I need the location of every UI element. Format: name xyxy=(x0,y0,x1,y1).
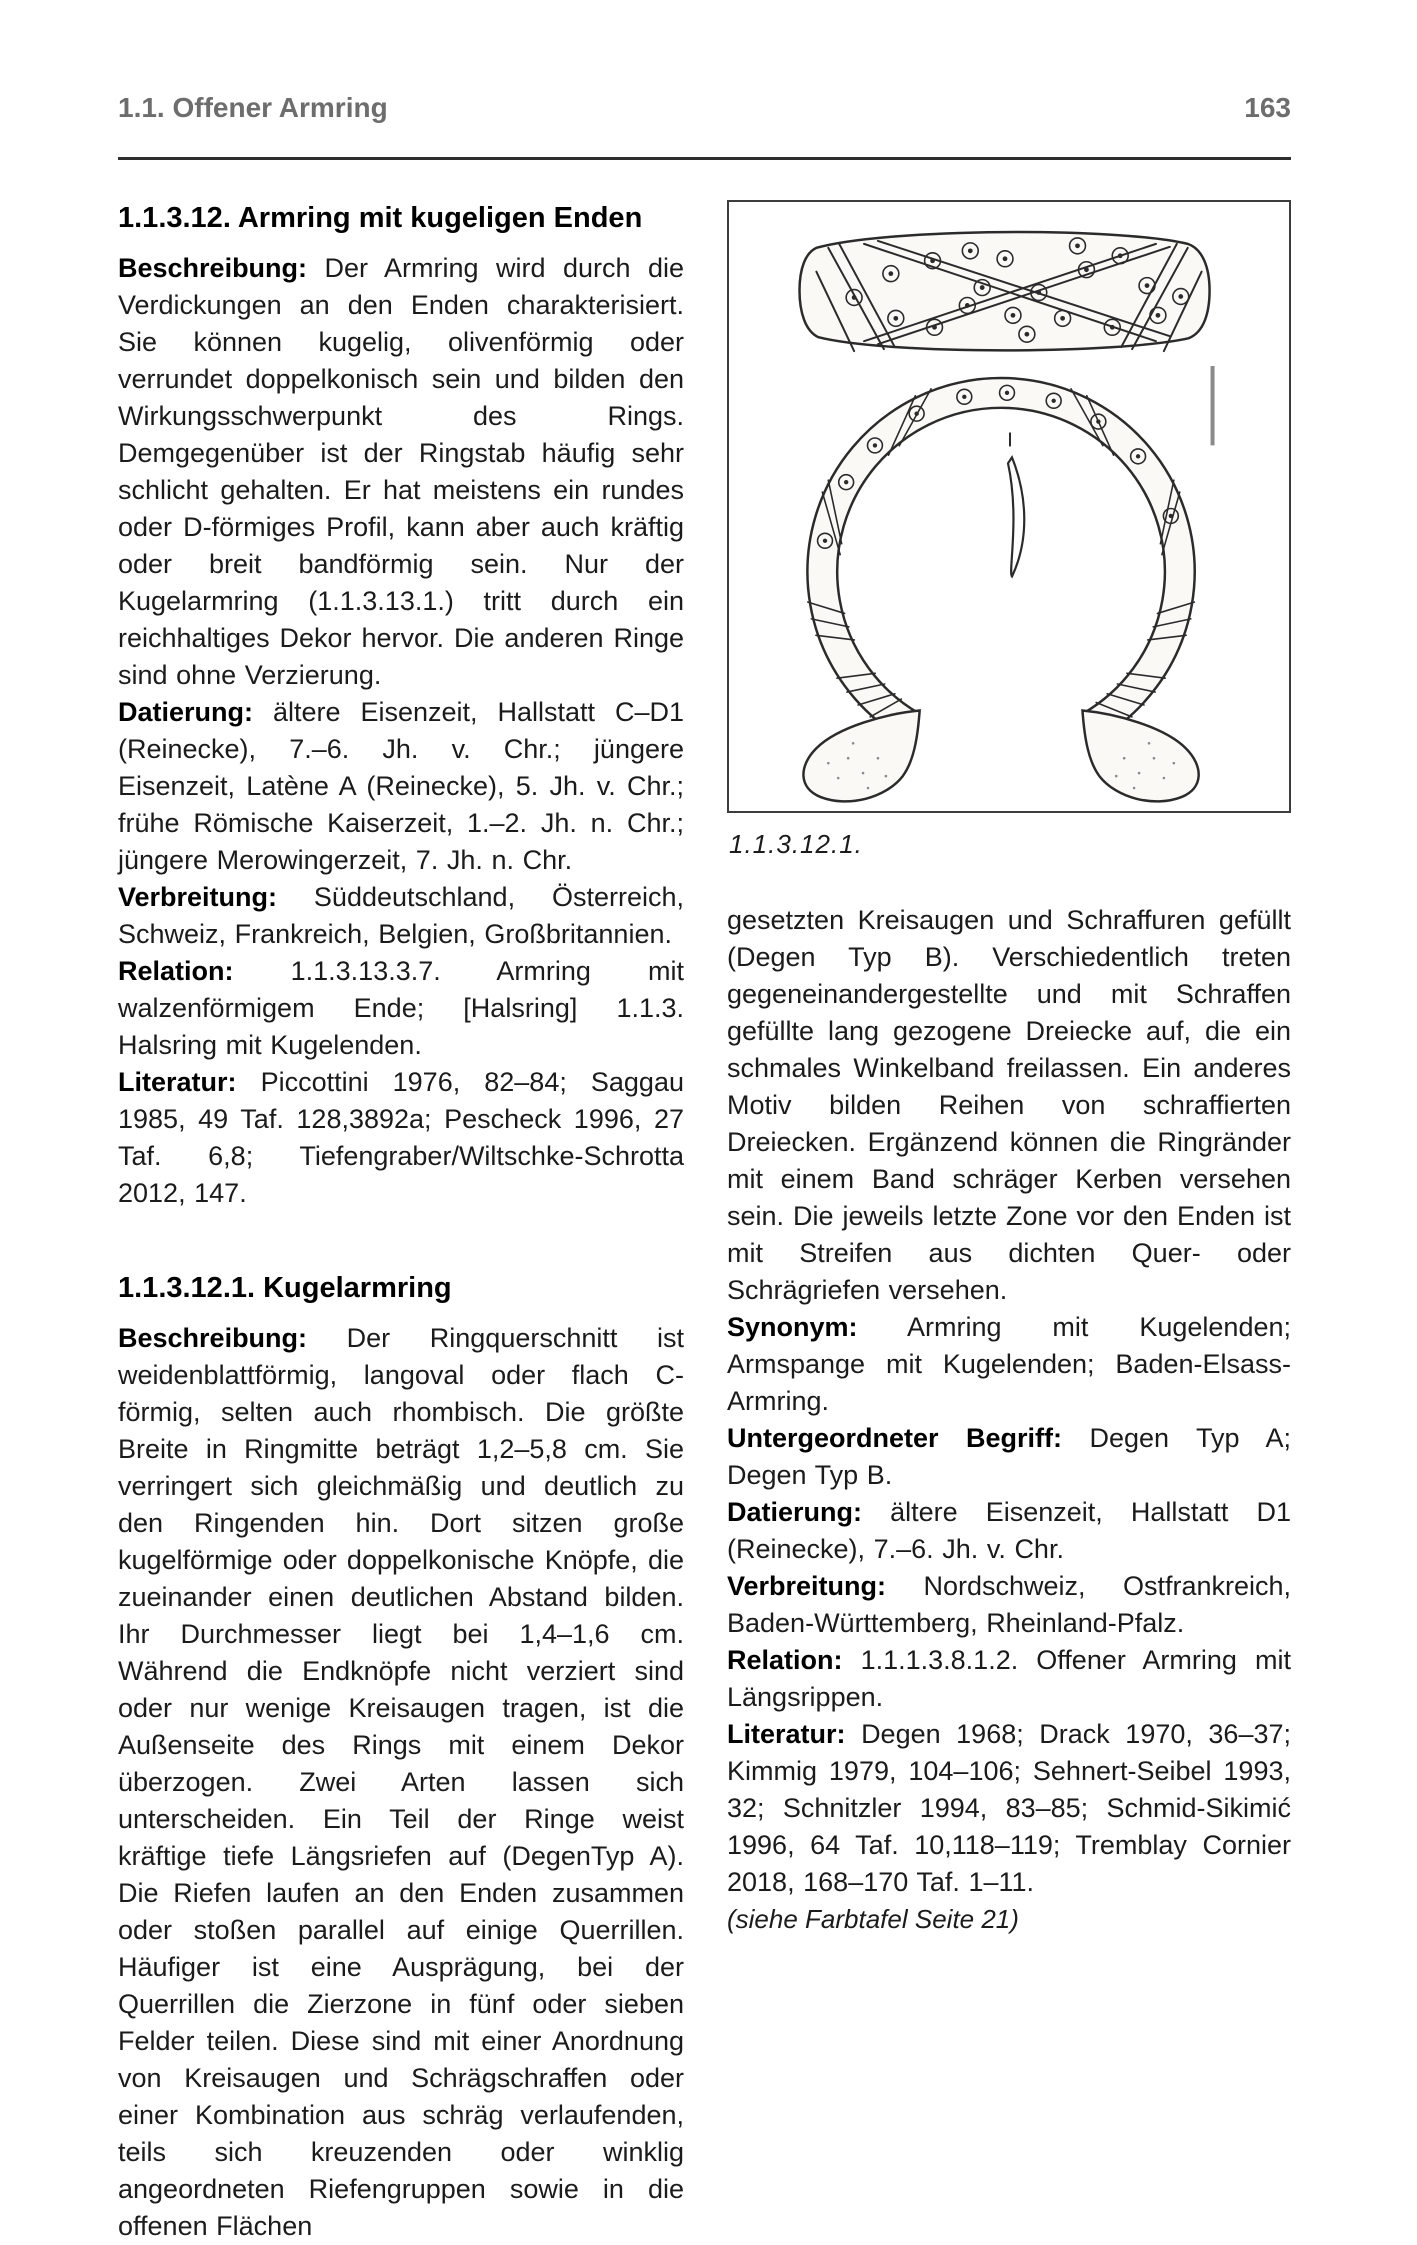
entry-untergeordneter-begriff xyxy=(727,1420,1291,1494)
entry-text: 1.1.1.3.8.1.2. Offener Armring mit Längsrippen. xyxy=(727,1645,1291,1712)
entry-text: Nordschweiz, Ostfrankreich, Baden-Württemberg, Rheinland-Pfalz. xyxy=(727,1571,1291,1638)
entry-label: Literatur: xyxy=(118,1067,237,1097)
entry-text: Der Armring wird durch die Verdickungen an den Enden charakterisiert. Sie können kugelig, olivenförmig oder verrundet doppelkonisch sein und bilden den Wirkungsschwerpunkt des Rings. Demgegenüber ist der Ringstab häufig sehr schlicht gehalten. Er hat meistens ein rundes oder D-förmiges Profil, kann aber auch kräftig oder breit bandförmig sein. Nur der Kugelarmring (1.1.3.13.1.) tritt durch ein reichhaltiges Dekor hervor. Die anderen Ringe sind ohne Verzierung. xyxy=(118,253,684,690)
entry-verbreitung-1 xyxy=(118,879,684,953)
section-heading-2: 1.1.3.12.1. Kugelarmring xyxy=(118,1272,452,1304)
entry-label: Beschreibung: xyxy=(118,1323,308,1353)
figure-frame xyxy=(727,200,1291,813)
entry-label: Beschreibung: xyxy=(118,253,308,283)
entry-text: Der Ringquerschnitt ist weidenblattförmig, langoval oder flach C-förmig, selten auch rhombisch. Die größte Breite in Ringmitte beträgt 1,2–5,8 cm. Sie verringert sich gleichmäßig und deutlich zu den Ringenden hin. Dort sitzen große kugelförmige oder doppelkonische Knöpfe, die zueinander einen deutlichen Abstand bilden. Ihr Durchmesser liegt bei 1,4–1,6 cm. Während die Endknöpfe nicht verziert sind oder nur wenige Kreisaugen tragen, ist die Außenseite des Rings mit einem Dekor überzogen. Zwei Arten lassen sich unterscheiden. Ein Teil der Ringe weist kräftige tiefe Längsriefen auf (DegenTyp A). Die Riefen laufen an den Enden zusammen oder stoßen parallel auf einige Querrillen. Häufiger ist eine Ausprägung, bei der Querrillen die Zierzone in fünf oder sieben Felder teilen. Diese sind mit einer Anordnung von Kreisaugen und Schrägschraffen oder einer Kombination aus schräg verlaufenden, teils sich kreuzenden oder winklig angeordneten Riefengruppen sowie in die offenen Flächen xyxy=(118,1323,684,2241)
header-rule xyxy=(118,157,1291,160)
entry-relation-2 xyxy=(727,1642,1291,1716)
entry-label: Datierung: xyxy=(727,1497,862,1527)
section-heading-1: 1.1.3.12. Armring mit kugeligen Enden xyxy=(118,202,643,234)
entry-beschreibung-2 xyxy=(118,1320,684,2245)
left-column xyxy=(118,200,684,2245)
entry-relation-1 xyxy=(118,953,684,1064)
entry-label: Verbreitung: xyxy=(118,882,278,912)
running-title: 1.1. Offener Armring xyxy=(118,92,388,123)
entry-text: Piccottini 1976, 82–84; Saggau 1985, 49 Taf. 128,3892a; Pescheck 1996, 27 Taf. 6,8; Tiefengraber/Wiltschke-Schrotta 2012, 147. xyxy=(118,1067,684,1208)
entry-verbreitung-2 xyxy=(727,1568,1291,1642)
running-head xyxy=(118,92,1291,124)
entry-text: Degen 1968; Drack 1970, 36–37; Kimmig 1979, 104–106; Sehnert-Seibel 1993, 32; Schnitzler 1994, 83–85; Schmid-Sikimić 1996, 64 Taf. 10,118–119; Tremblay Cornier 2018, 168–170 Taf. 1–11. xyxy=(727,1719,1291,1897)
entry-continuation xyxy=(727,902,1291,1309)
entry-literatur-1 xyxy=(118,1064,684,1212)
entry-synonym xyxy=(727,1309,1291,1420)
entry-text: 1.1.3.13.3.7. Armring mit walzenförmigem Ende; [Halsring] 1.1.3. Halsring mit Kugelenden. xyxy=(118,956,684,1060)
color-plate-note: (siehe Farbtafel Seite 21) xyxy=(727,1904,1019,1934)
entry-text: gesetzten Kreisaugen und Schraffuren gefüllt (Degen Typ B). Verschiedentlich treten gegeneinandergestellte und mit Schraffen gefüllte lang gezogene Dreiecke auf, die ein schmales Winkelband freilassen. Ein anderes Motiv bilden Reihen von schraffierten Dreiecken. Ergänzend können die Ringränder mit einem Band schräger Kerben versehen sein. Die jeweils letzte Zone vor den Enden ist mit Streifen aus dichten Quer- oder Schrägriefen versehen. xyxy=(727,905,1291,1305)
entry-label: Datierung: xyxy=(118,697,253,727)
entry-beschreibung-1 xyxy=(118,250,684,694)
entry-label: Untergeordneter Begriff: xyxy=(727,1423,1062,1453)
page-number: 163 xyxy=(1244,92,1291,123)
figure-caption: 1.1.3.12.1. xyxy=(729,829,863,859)
entry-text: Armring mit Kugelenden; Armspange mit Kugelenden; Baden-Elsass-Armring. xyxy=(727,1312,1291,1416)
right-column xyxy=(727,200,1291,1938)
entry-label: Relation: xyxy=(118,956,234,986)
entry-datierung-1 xyxy=(118,694,684,879)
entry-text: Süddeutschland, Österreich, Schweiz, Frankreich, Belgien, Großbritannien. xyxy=(118,882,684,949)
entry-label: Verbreitung: xyxy=(727,1571,887,1601)
entry-label: Relation: xyxy=(727,1645,843,1675)
entry-text: Degen Typ A; Degen Typ B. xyxy=(727,1423,1291,1490)
armring-figure-drawing xyxy=(729,202,1289,811)
entry-datierung-2 xyxy=(727,1494,1291,1568)
entry-text: ältere Eisenzeit, Hallstatt C–D1 (Reinecke), 7.–6. Jh. v. Chr.; jüngere Eisenzeit, Latène A (Reinecke), 5. Jh. v. Chr.; frühe Römische Kaiserzeit, 1.–2. Jh. n. Chr.; jüngere Merowingerzeit, 7. Jh. n. Chr. xyxy=(118,697,684,875)
entry-label: Synonym: xyxy=(727,1312,858,1342)
entry-text: ältere Eisenzeit, Hallstatt D1 (Reinecke), 7.–6. Jh. v. Chr. xyxy=(727,1497,1291,1564)
entry-label: Literatur: xyxy=(727,1719,846,1749)
entry-literatur-2 xyxy=(727,1716,1291,1901)
